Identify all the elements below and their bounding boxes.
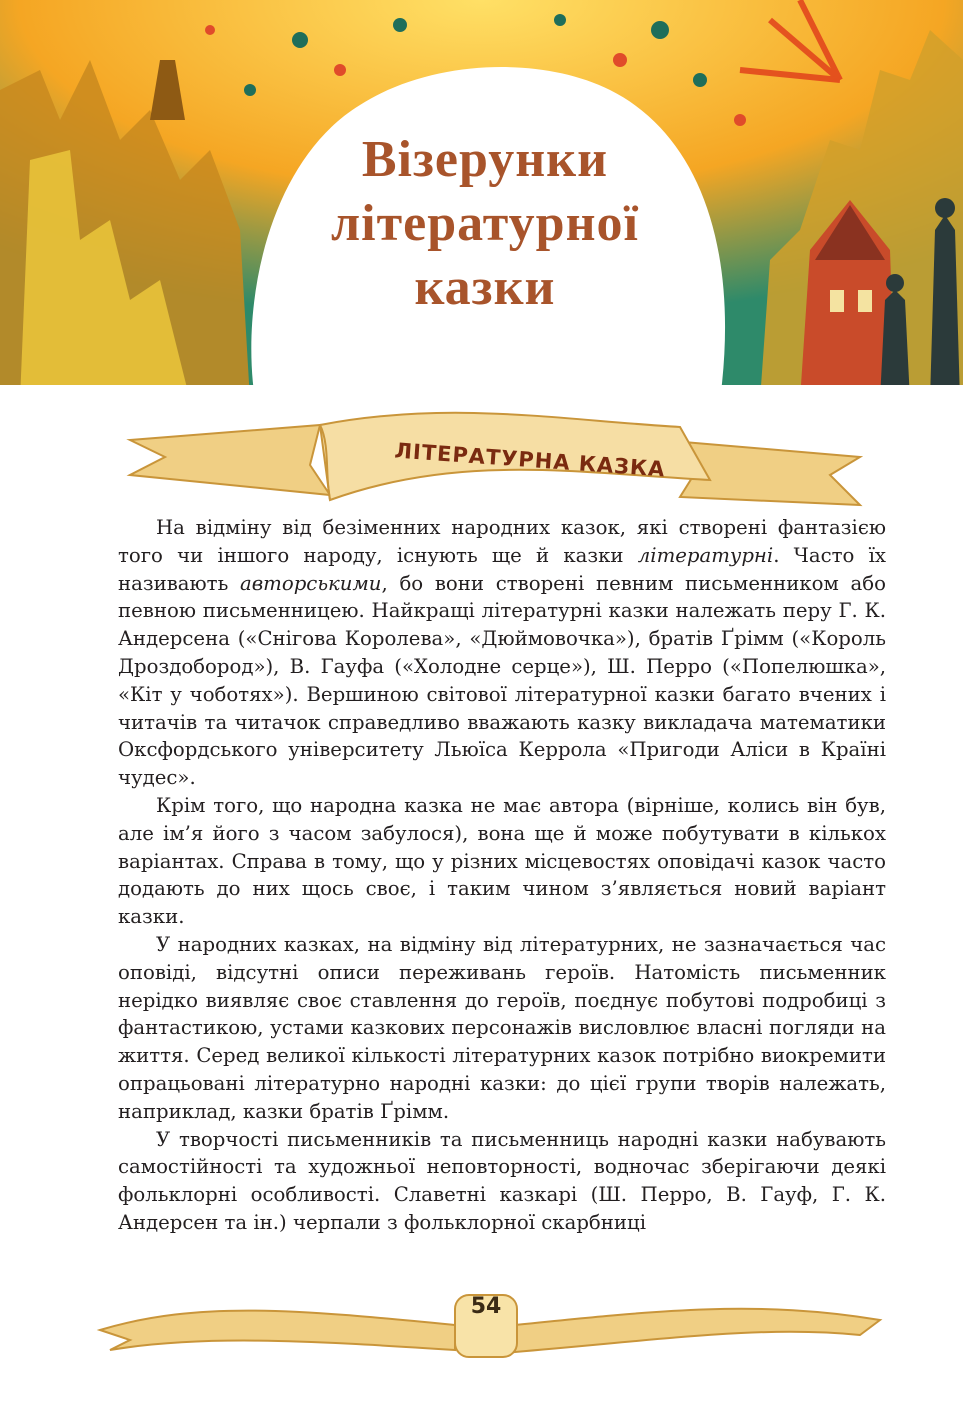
article-body: [118, 514, 886, 1237]
paragraph-2: Крім того, що народна казка не має автора (вірніше, колись він був, але ім’я його з часом забулося), вона ще й може побутувати в кількох варіантах. Справа в тому, що у різних місцевостях оповідачі казок часто додають до них щось своє, і таким чином з’являється новий варіант казки.: [118, 793, 886, 929]
paragraph-3: У народних казках, на відміну від літературних, не зазначається час оповіді, відсутні описи переживань героїв. Натомість письменник нерідко виявляє своє ставлення до героїв, поєднує побутові подробиці з фантастикою, устами казкових персонажів висловлює власні погляди на життя. Серед великої кількості літературних казок потрібно виокремити опрацьовані літературно народні казки: до цієї групи творів належать, наприклад, казки братів Ґрімм.: [118, 932, 886, 1123]
title-line-2: літературної: [330, 195, 639, 252]
section-heading: ЛІТЕРАТУРНА КАЗКА: [393, 438, 667, 482]
paragraph-1: На відміну від безіменних народних казок, які створені фантазією того чи іншого народу, існують ще й казки літературні. Часто їх називають авторськими, бо вони створені певним письменником або певною письменницею. Найкращі літературні казки належать перу Г. К. Андерсена («Снігова Королева», «Дюймовочка»), братів Ґрімм («Король Дроздобород»), В. Гауфа («Холодне серце»), Ш. Перро («Попелюшка», «Кіт у чоботях»). Вершиною світової літературної казки багато вчених і читачів та читачок справедливо вважають казку викладача математики Оксфордського університету Льюїса Керрола «Пригоди Аліси в Країні чудес».: [118, 516, 886, 790]
page-title: [250, 128, 720, 320]
page-number: 54: [470, 1294, 502, 1319]
paragraph-4: У творчості письменників та письменниць народні казки набувають самостійності та художньої неповторності, водночас зберігаючи деякі фольклорні особливості. Славетні казкарі (Ш. Перро, В. Гауф, Г. К. Андерсен та ін.) черпали з фольклорної скарбниці: [118, 1127, 886, 1234]
title-line-1: Візерунки: [361, 131, 609, 188]
emphasis-literary: літературні: [637, 543, 774, 567]
emphasis-authorial: авторськими: [239, 571, 382, 595]
title-line-3: казки: [414, 259, 556, 316]
